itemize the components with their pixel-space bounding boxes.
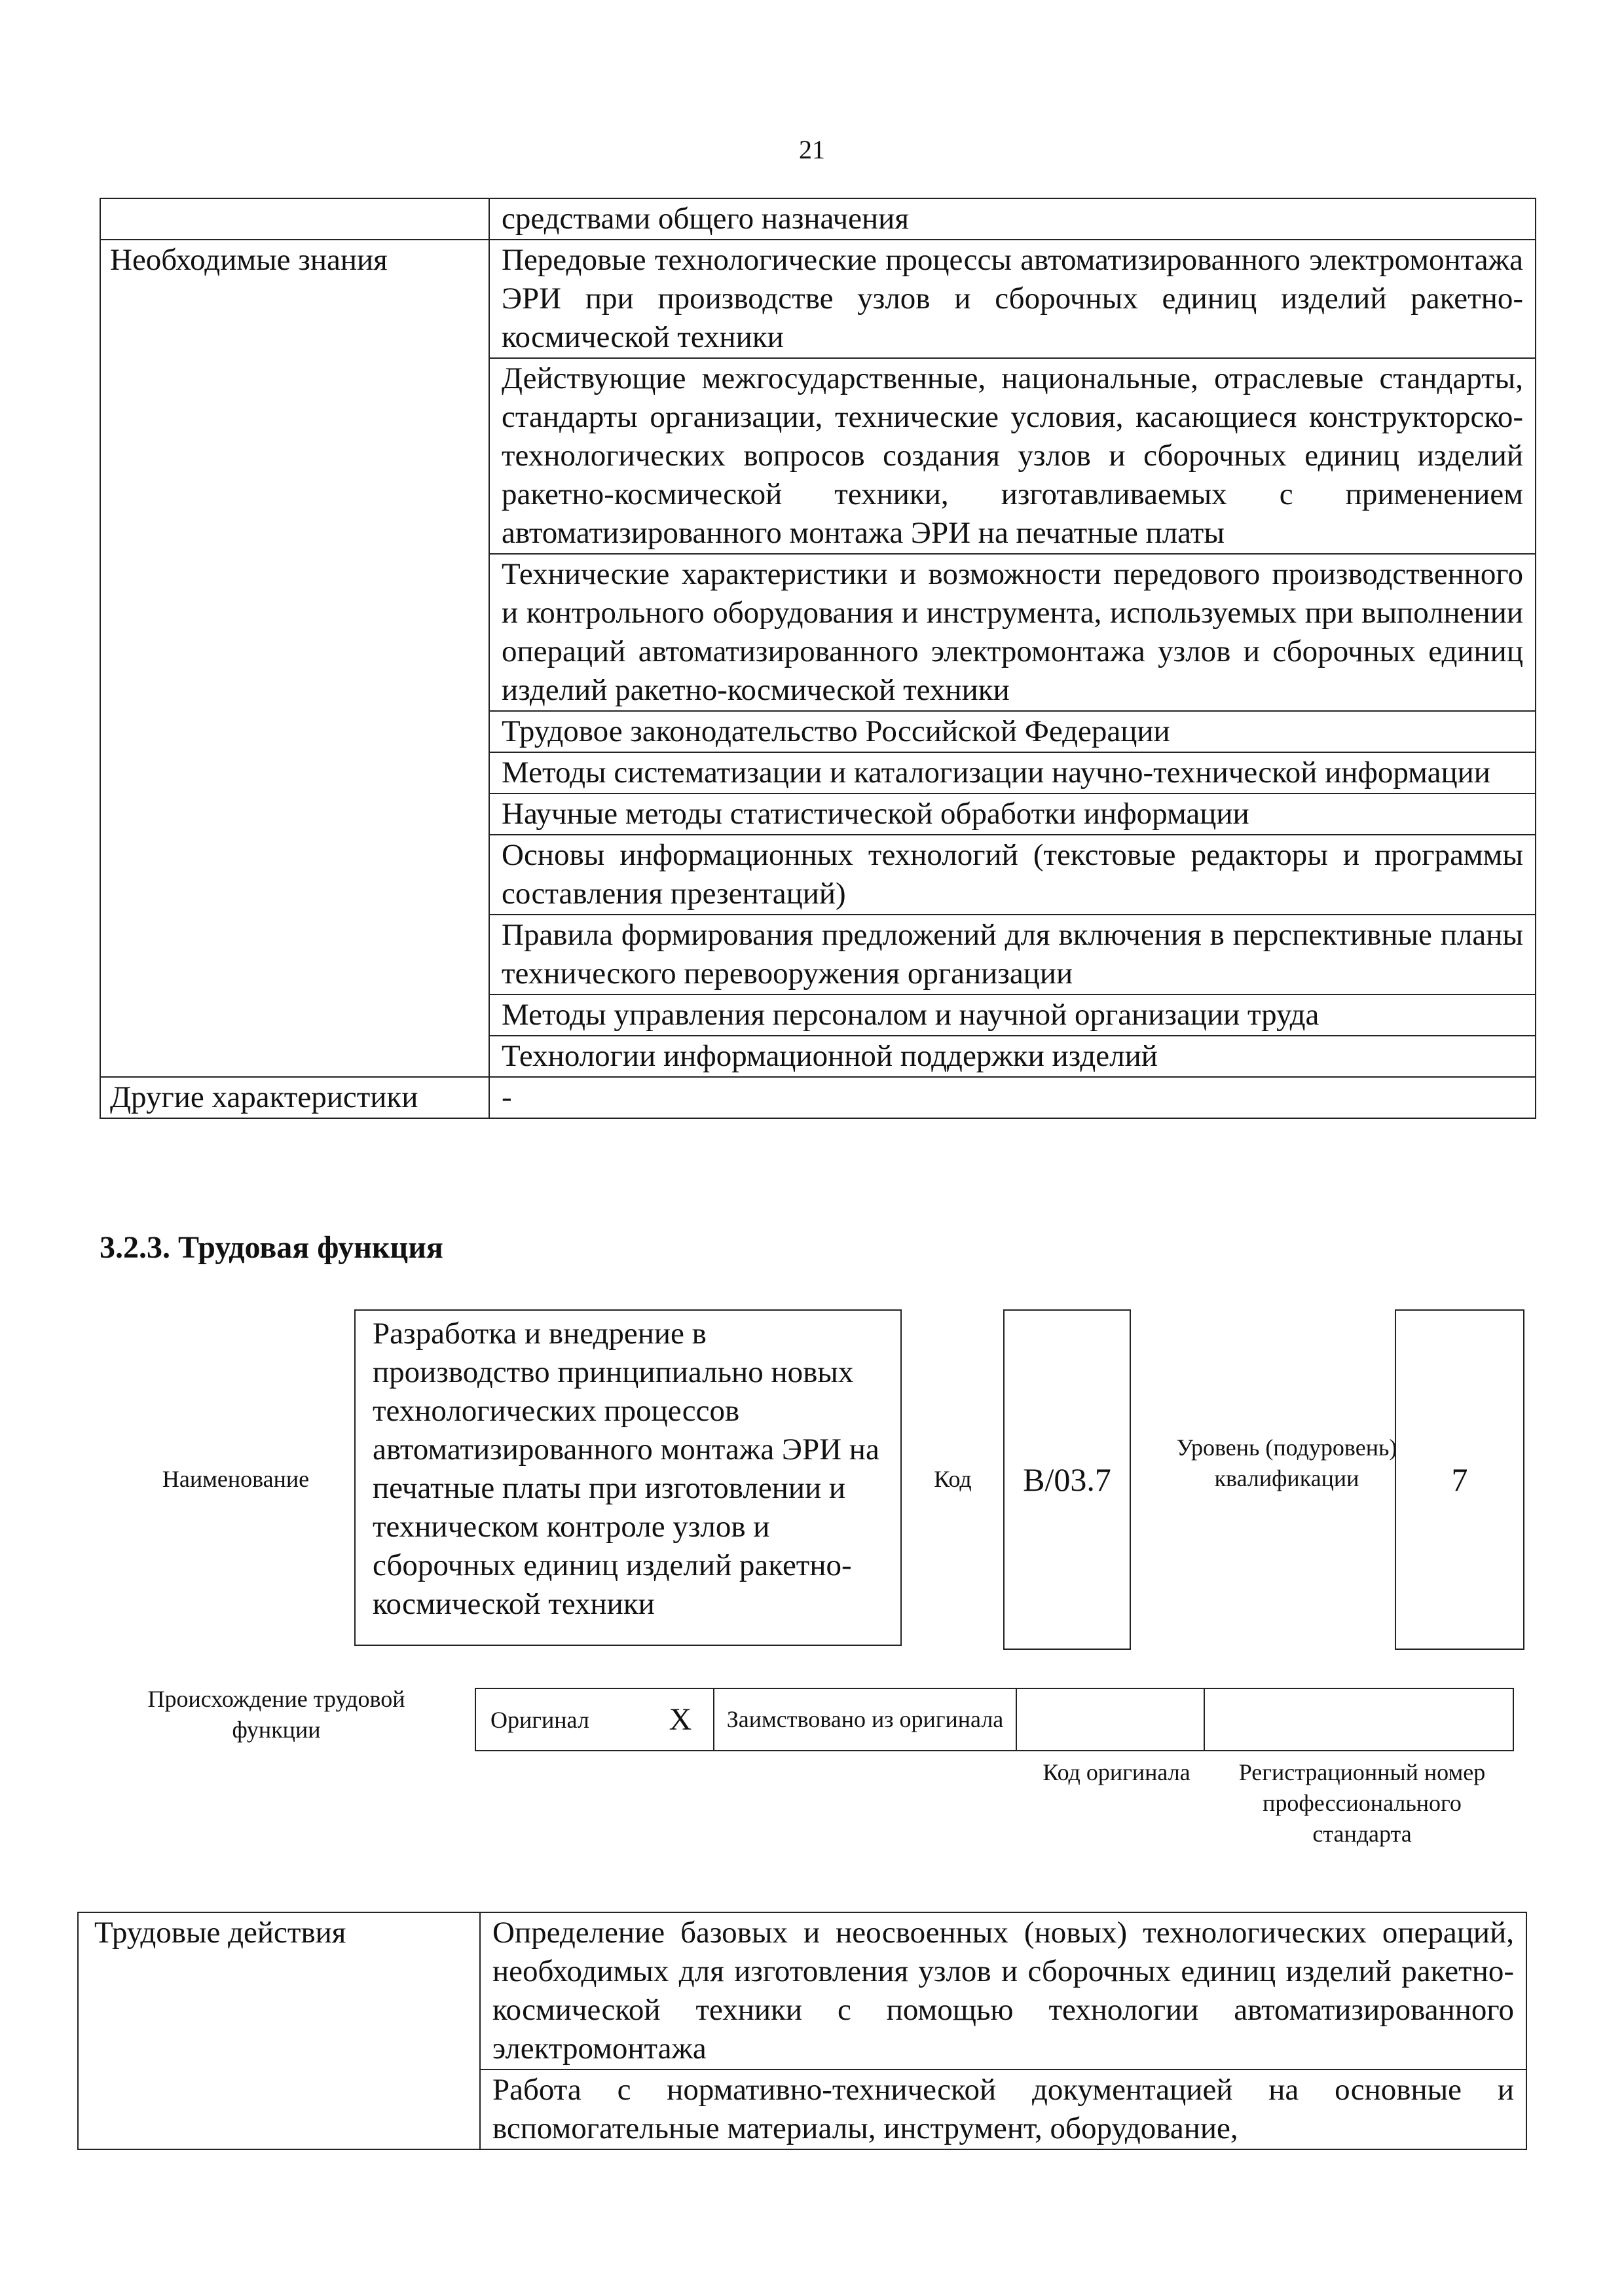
code-value-box: В/03.7 [1003, 1309, 1131, 1650]
row-label: Необходимые знания [100, 240, 489, 1077]
reg-number-cell [1204, 1688, 1513, 1751]
row-value: Трудовое законодательство Российской Федерации [489, 711, 1536, 752]
original-cell: Оригинал [475, 1688, 648, 1751]
origin-table [475, 1688, 1514, 1751]
row-value: Действующие межгосударственные, национальные, отраслевые стандарты, стандарты организации, технические условия, касающиеся конструкторско-технологических вопросов создания узлов и сборочных единиц изделий ракетно-космической техники, изготавливаемых с применением автоматизированного монтажа ЭРИ на печатные платы [489, 358, 1536, 554]
row-value: - [489, 1077, 1536, 1118]
section-heading: 3.2.3. Трудовая функция [100, 1230, 443, 1265]
reg-number-label: Регистрационный номер профессионального стандарта [1238, 1759, 1486, 1847]
knowledge-table [100, 198, 1536, 1119]
row-value: Технические характеристики и возможности передового производственного и контрольного оборудования и инструмента, используемых при выполнении операций автоматизированного электромонтажа узлов и сборочных единиц изделий ракетно-космической техники [489, 554, 1536, 711]
qualification-level-box: 7 [1395, 1309, 1524, 1650]
table-row [100, 1077, 1536, 1118]
table-row [100, 198, 1536, 240]
row-value: Методы управления персоналом и научной организации труда [489, 994, 1536, 1036]
row-value: Передовые технологические процессы автоматизированного электромонтажа ЭРИ при производстве узлов и сборочных единиц изделий ракетно-космической техники [489, 240, 1536, 358]
borrowed-cell: Заимствовано из оригинала [714, 1688, 1016, 1751]
row-value: Определение базовых и неосвоенных (новых) технологических операций, необходимых для изготовления узлов и сборочных единиц изделий ракетно-космической техники с помощью технологии автоматизированного электромонтажа [480, 1912, 1526, 2069]
table-row [78, 1912, 1526, 2069]
function-name-box: Разработка и внедрение в производство принципиально новых технологических процессов автоматизированного монтажа ЭРИ на печатные платы при изготовлении и техническом контроле узлов и сборочных единиц изделий ракетно-космической техники [354, 1309, 902, 1646]
qualification-level-label: Уровень (подуровень) квалификации [1176, 1434, 1397, 1491]
row-value: Основы информационных технологий (текстовые редакторы и программы составления презентаций) [489, 835, 1536, 915]
table-row [100, 240, 1536, 358]
original-mark: X [648, 1688, 714, 1751]
row-value: Методы систематизации и каталогизации научно-технической информации [489, 752, 1536, 793]
row-value: Научные методы статистической обработки информации [489, 793, 1536, 835]
actions-table [77, 1912, 1527, 2150]
code-original-cell [1016, 1688, 1204, 1751]
row-value: средствами общего назначения [489, 198, 1536, 240]
row-label [100, 198, 489, 240]
origin-label: Происхождение трудовой функции [147, 1686, 405, 1743]
row-value: Правила формирования предложений для включения в перспективные планы технического перевооружения организации [489, 915, 1536, 994]
code-original-label: Код оригинала [1043, 1759, 1190, 1785]
row-label: Другие характеристики [100, 1077, 489, 1118]
name-label: Наименование [162, 1466, 310, 1492]
row-value: Работа с нормативно-технической документацией на основные и вспомогательные материалы, инструмент, оборудование, [480, 2069, 1526, 2149]
code-label: Код [934, 1466, 972, 1492]
row-value: Технологии информационной поддержки изделий [489, 1036, 1536, 1077]
page-number: 21 [799, 135, 825, 164]
row-label: Трудовые действия [78, 1912, 480, 2149]
